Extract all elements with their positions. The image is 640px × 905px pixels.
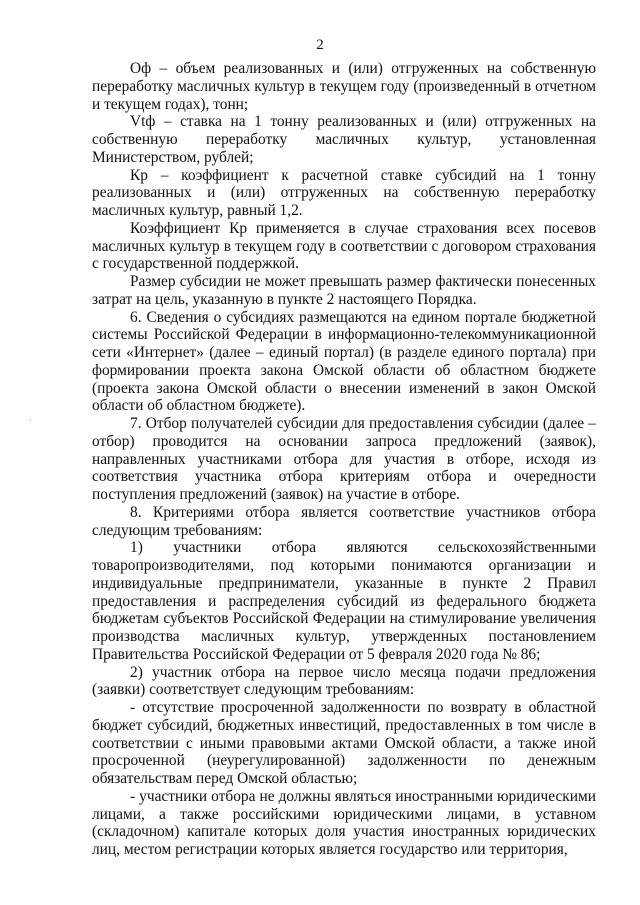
paragraph-item-8: 8. Критериями отбора является соответствие участников отбора следующим требованиям: [92,503,596,539]
paragraph-subsidy-limit: Размер субсидии не может превышать размер фактически понесенных затрат на цель, указанную в пункте 2 настоящего Порядка. [92,273,596,308]
document-body [92,60,596,859]
paragraph-kr-definition: Кр – коэффициент к расчетной ставке субсидий на 1 тонну реализованных и (или) отгруженных на собственную переработку масличных культур, равный 1,2. [92,166,596,219]
paragraph-subitem-1: 1) участники отбора являются сельскохозяйственными товаропроизводителями, под которыми понимаются организации и индивидуальные предприниматели, указанные в пункте 2 Правил предоставления и распределения субсидий из федерального бюджета бюджетам субъектов Российской Федерации на стимулирование увеличения производства масличных культур, утвержденных постановлением Правительства Российской Федерации от 5 февраля 2020 года № 86; [92,539,596,663]
paragraph-subitem-2: 2) участник отбора на первое число месяца подачи предложения (заявки) соответствует следующим требованиям: [92,663,596,699]
scan-speck [30,420,31,421]
paragraph-item-7: 7. Отбор получателей субсидии для предоставления субсидии (далее – отбор) проводится на основании запроса предложений (заявок), направленных участниками отбора для участия в отборе, исходя из соответствия участника отбора критериям отбора и очередности поступления предложений (заявок) на участие в отборе. [92,415,596,503]
paragraph-of-definition: Оф – объем реализованных и (или) отгруженных на собственную переработку масличных культур в текущем году (произведенный в отчетном и текущем годах), тонн; [92,60,596,113]
paragraph-vtf-definition: Vtф – ставка на 1 тонну реализованных и (или) отгруженных на собственную переработку масличных культур, установленная Министерством, рублей; [92,113,596,166]
paragraph-kr-application: Коэффициент Кр применяется в случае страхования всех посевов масличных культур в текущем году в соответствии с договором страхования с государственной поддержкой. [92,219,596,273]
paragraph-bullet-foreign: - участники отбора не должны являться иностранными юридическими лицами, а также российскими юридическими лицами, в уставном (складочном) капитале которых доля участия иностранных юридических лиц, местом регистрации которых является государство или территория, [92,787,596,858]
paragraph-bullet-debt: - отсутствие просроченной задолженности по возврату в областной бюджет субсидий, бюджетных инвестиций, предоставленных в том числе в соответствии с иными правовыми актами Омской области, а также иной просроченной (неурегулированной) задолженности по денежным обязательствам перед Омской областью; [92,699,596,787]
page-number: 2 [316,37,324,53]
paragraph-item-6: 6. Сведения о субсидиях размещаются на едином портале бюджетной системы Российской Федерации в информационно-телекоммуникационной сети «Интернет» (далее – единый портал) (в разделе единого портала) при формировании проекта закона Омской области об областном бюджете (проекта закона Омской области о внесении изменений в закон Омской области об областном бюджете). [92,308,596,415]
